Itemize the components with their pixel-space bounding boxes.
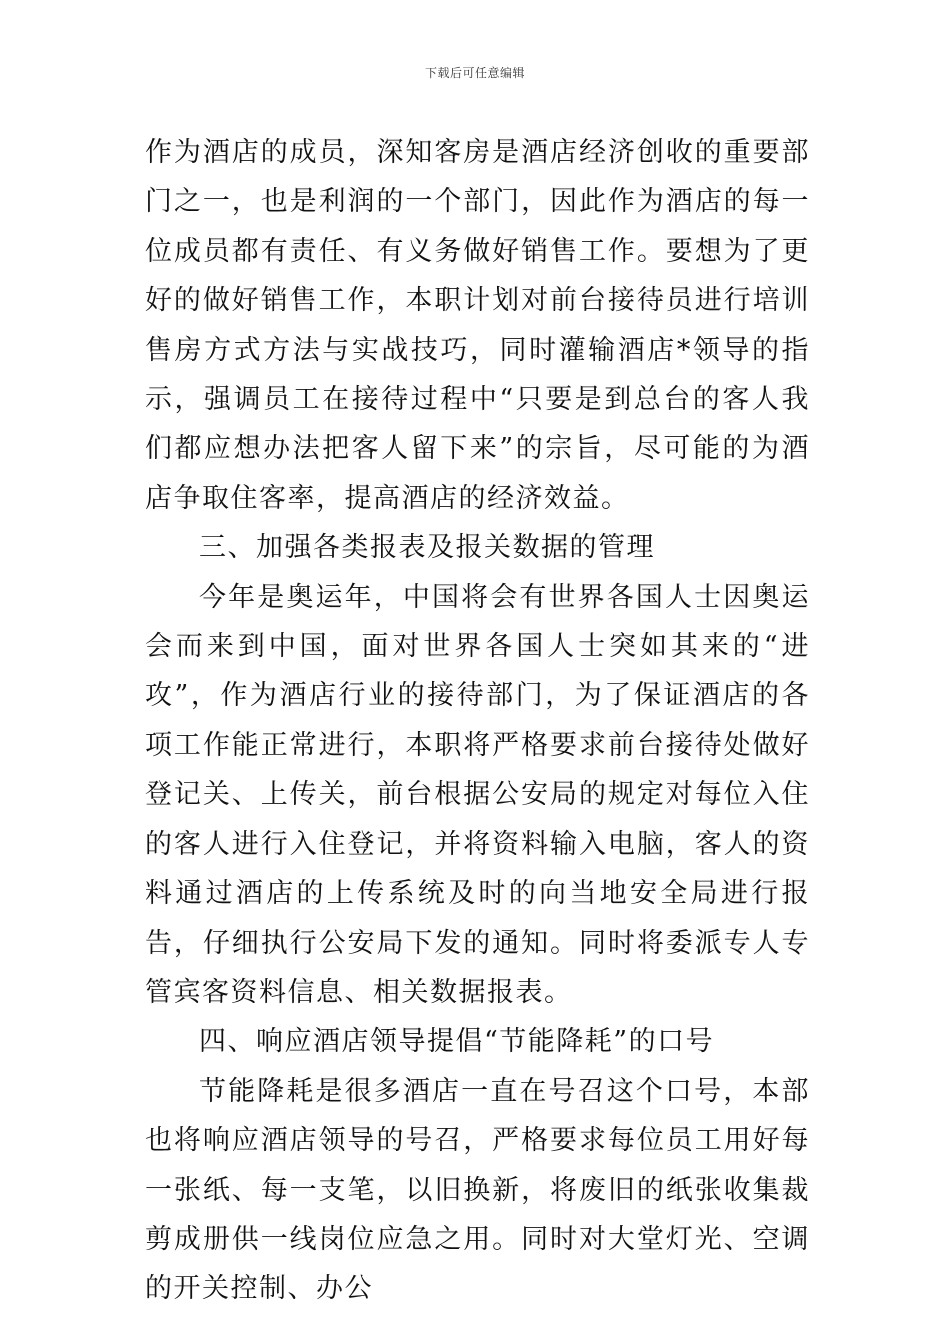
document-body	[145, 128, 810, 1314]
paragraph-reports: 今年是奥运年，中国将会有世界各国人士因奥运会而来到中国，面对世界各国人士突如其来的“进攻”，作为酒店行业的接待部门，为了保证酒店的各项工作能正常进行，本职将严格要求前台接待处做好登记关、上传关，前台根据公安局的规定对每位入住的客人进行入住登记，并将资料输入电脑，客人的资料通过酒店的上传系统及时的向当地安全局进行报告，仔细执行公安局下发的通知。同时将委派专人专管宾客资料信息、相关数据报表。	[145, 581, 810, 1008]
section-heading-reports: 三、加强各类报表及报关数据的管理	[199, 532, 655, 564]
page-header: 下载后可任意编辑	[424, 66, 525, 80]
section-heading-energy-saving: 四、响应酒店领导提倡“节能降耗”的口号	[199, 1026, 715, 1058]
paragraph-energy-saving: 节能降耗是很多酒店一直在号召这个口号，本部也将响应酒店领导的号召，严格要求每位员工用好每一张纸、每一支笔，以旧换新，将废旧的纸张收集裁剪成册供一线岗位应急之用。同时对大堂灯光、空调的开关控制、办公	[145, 1075, 810, 1305]
paragraph-sales-work: 作为酒店的成员，深知客房是酒店经济创收的重要部门之一，也是利润的一个部门，因此作为酒店的每一位成员都有责任、有义务做好销售工作。要想为了更好的做好销售工作，本职计划对前台接待员进行培训售房方式方法与实战技巧，同时灌输酒店*领导的指示，强调员工在接待过程中“只要是到总台的客人我们都应想办法把客人留下来”的宗旨，尽可能的为酒店争取住客率，提高酒店的经济效益。	[145, 137, 810, 514]
